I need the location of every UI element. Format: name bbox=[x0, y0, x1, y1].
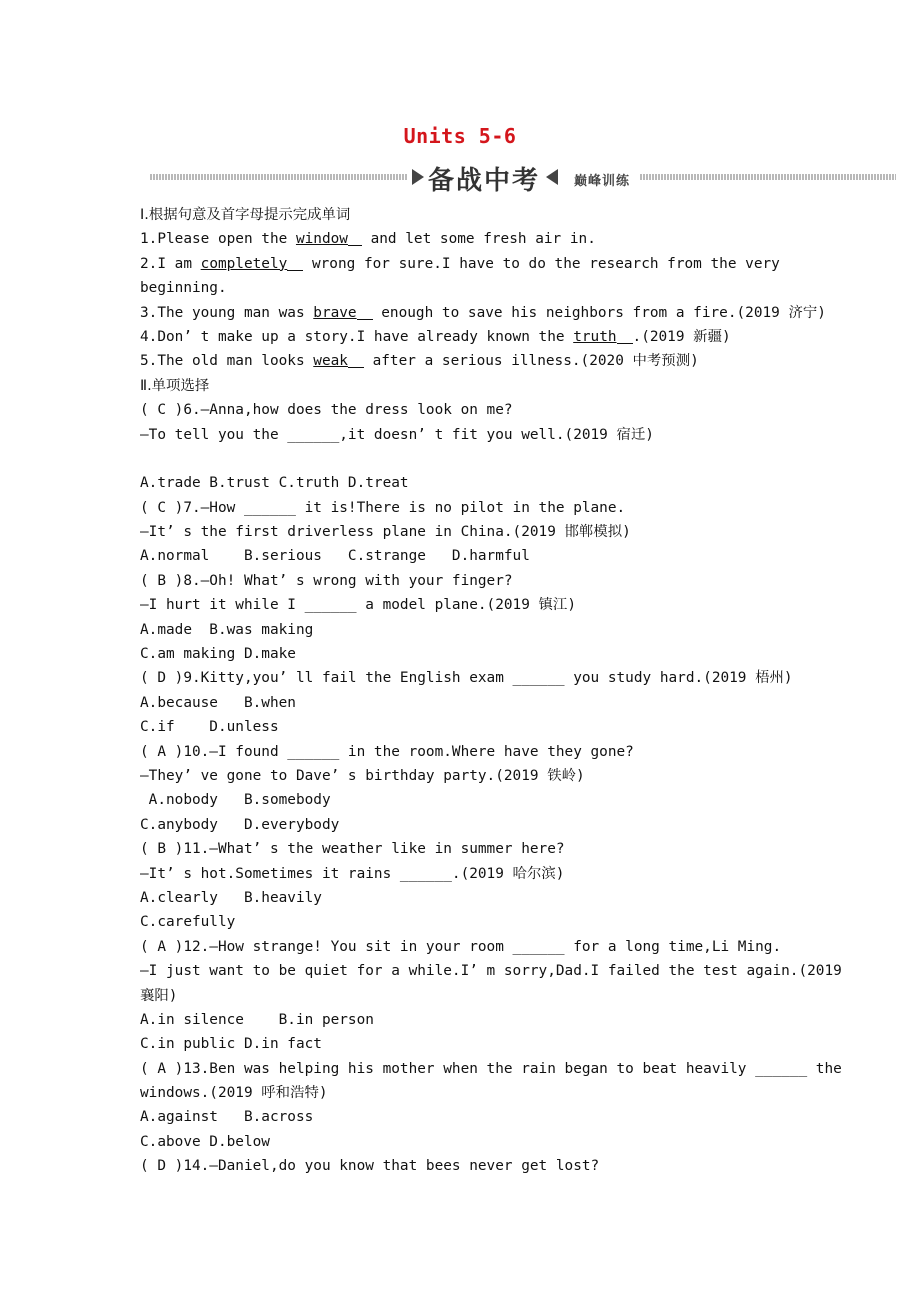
question-line: C.anybody D.everybody bbox=[140, 816, 340, 833]
question-line: —It’ s the first driverless plane in China.(2019 邯郸模拟) bbox=[140, 524, 631, 541]
arrow-right-icon bbox=[412, 169, 424, 185]
question-line: A.because B.when bbox=[140, 694, 296, 711]
page-title: Units 5-6 bbox=[403, 124, 517, 148]
question-line: C.am making D.make bbox=[140, 646, 296, 663]
banner-right-bar bbox=[640, 174, 896, 180]
banner-title: 备战中考 bbox=[428, 166, 541, 196]
question-line: —It’ s hot.Sometimes it rains ______.(2019 哈尔滨) bbox=[140, 865, 565, 882]
arrow-left-icon bbox=[546, 169, 558, 185]
question-line: —To tell you the ______,it doesn’ t fit you well.(2019 宿迁) bbox=[140, 426, 654, 443]
section-1-heading: Ⅰ.根据句意及首字母提示完成单词 bbox=[140, 207, 351, 223]
question-text: 3.The young man was bbox=[140, 304, 314, 321]
question-text: after a serious illness.(2020 中考预测) bbox=[363, 353, 699, 370]
question-2 bbox=[140, 252, 808, 276]
answer-filled: weak bbox=[313, 353, 348, 370]
question-line: ( A )10.—I found ______ in the room.Where have they gone? bbox=[140, 743, 634, 760]
section-2-heading: Ⅱ.单项选择 bbox=[140, 377, 210, 394]
question-line: A.normal B.serious C.strange D.harmful bbox=[140, 548, 530, 565]
question-line: —I hurt it while I ______ a model plane.(2019 镇江) bbox=[140, 597, 576, 614]
question-line: ( B )8.—Oh! What’ s wrong with your finger? bbox=[140, 572, 513, 589]
answer-blank bbox=[617, 329, 633, 344]
banner-left-bar bbox=[150, 174, 408, 180]
answer-filled: window bbox=[295, 231, 348, 248]
question-line: ( D )9.Kitty,you’ ll fail the English exam ______ you study hard.(2019 梧州) bbox=[140, 670, 793, 687]
question-line: C.above D.below bbox=[140, 1133, 270, 1150]
banner-subtitle: 巅峰训练 bbox=[574, 174, 631, 189]
section-banner bbox=[150, 160, 896, 196]
question-line: 襄阳) bbox=[140, 987, 178, 1004]
question-line: —I just want to be quiet for a while.I’ m sorry,Dad.I failed the test again.(2019 bbox=[140, 963, 842, 980]
question-line: A.trade B.trust C.truth D.treat bbox=[140, 475, 409, 492]
question-line: ( A )13.Ben was helping his mother when the rain began to beat heavily ______ the bbox=[140, 1060, 842, 1077]
worksheet-content bbox=[140, 203, 842, 1179]
question-line bbox=[140, 447, 808, 471]
answer-filled: completely bbox=[200, 255, 288, 272]
question-line: C.carefully bbox=[140, 914, 236, 931]
question-line: windows.(2019 呼和浩特) bbox=[140, 1085, 328, 1102]
answer-blank bbox=[287, 256, 303, 271]
question-2-continued: beginning. bbox=[140, 280, 227, 297]
question-text: 4.Don’ t make up a story.I have already known the bbox=[140, 328, 574, 345]
question-line: C.if D.unless bbox=[140, 719, 279, 736]
question-line: ( A )12.—How strange! You sit in your room ______ for a long time,Li Ming. bbox=[140, 938, 782, 955]
question-text: enough to save his neighbors from a fire.(2019 济宁) bbox=[372, 304, 826, 321]
question-text: and let some fresh air in. bbox=[361, 231, 596, 248]
question-line: A.against B.across bbox=[140, 1109, 314, 1126]
question-line: A.clearly B.heavily bbox=[140, 889, 322, 906]
question-line: ( C )6.—Anna,how does the dress look on me? bbox=[140, 402, 513, 419]
answer-filled: brave bbox=[313, 304, 357, 321]
answer-blank bbox=[348, 231, 362, 246]
question-line: —They’ ve gone to Dave’ s birthday party.(2019 铁岭) bbox=[140, 767, 585, 784]
question-text: .(2019 新疆) bbox=[632, 328, 731, 345]
question-text: 5.The old man looks bbox=[140, 353, 314, 370]
answer-blank bbox=[357, 305, 373, 320]
question-4 bbox=[140, 325, 808, 349]
question-line: ( D )14.—Daniel,do you know that bees never get lost? bbox=[140, 1158, 600, 1175]
question-1 bbox=[140, 227, 808, 251]
question-line: ( B )11.—What’ s the weather like in summer here? bbox=[140, 841, 565, 858]
question-3 bbox=[140, 301, 826, 325]
question-line: C.in public D.in fact bbox=[140, 1036, 322, 1053]
question-line: A.nobody B.somebody bbox=[140, 792, 331, 809]
question-text: 1.Please open the bbox=[140, 231, 296, 248]
answer-blank bbox=[348, 353, 364, 368]
question-line: A.in silence B.in person bbox=[140, 1011, 374, 1028]
question-5 bbox=[140, 349, 808, 373]
question-line: ( C )7.—How ______ it is!There is no pilot in the plane. bbox=[140, 499, 626, 516]
question-text: 2.I am bbox=[140, 255, 201, 272]
question-text: wrong for sure.I have to do the research from the very bbox=[303, 255, 780, 272]
answer-filled: truth bbox=[573, 328, 617, 345]
multiple-choice-list bbox=[140, 398, 842, 1179]
question-line: A.made B.was making bbox=[140, 621, 314, 638]
